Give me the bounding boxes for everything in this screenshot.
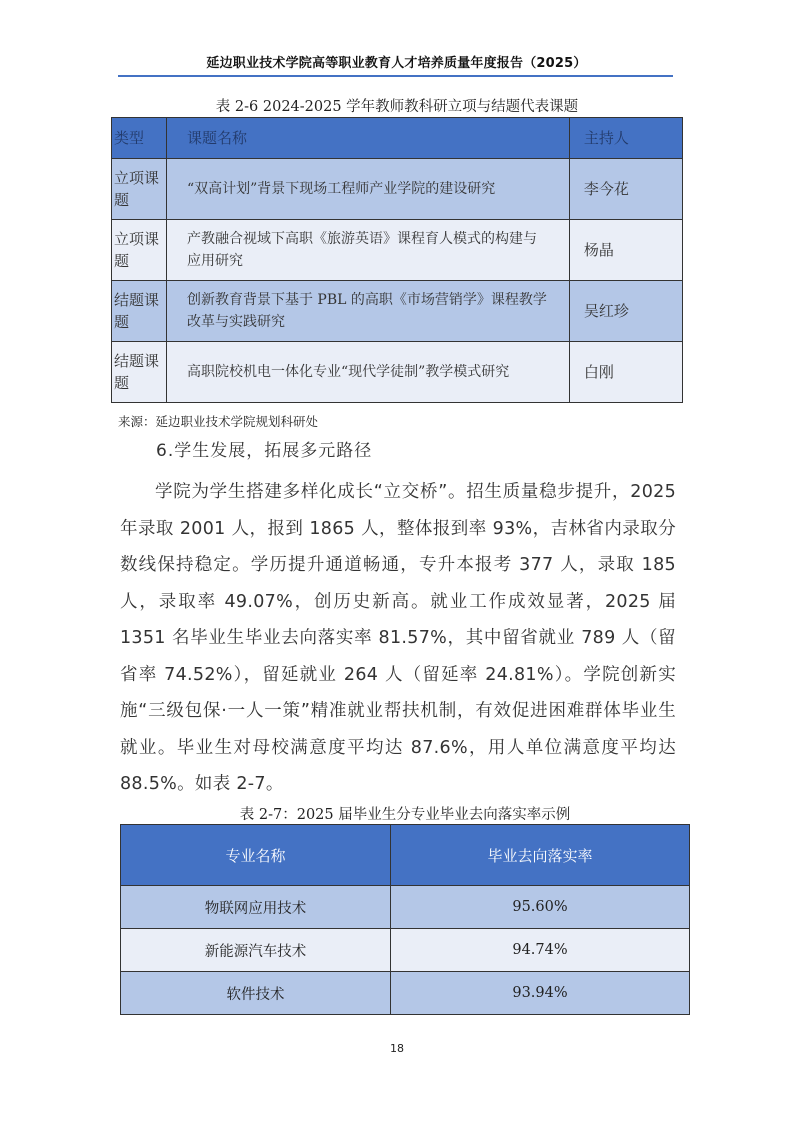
table-row (121, 972, 690, 1015)
table1-caption: 表 2-6 2024-2025 学年教师教科研立项与结题代表课题 (215, 99, 579, 115)
col-header-major: 专业名称 (121, 825, 391, 886)
cell-host: 李今花 (569, 159, 682, 220)
table-row (112, 281, 683, 342)
table-row (121, 929, 690, 972)
cell-type: 结题课题 (112, 342, 167, 403)
table2-header-row (121, 825, 690, 886)
body-paragraph: 学院为学生搭建多样化成长“立交桥”。招生质量稳步提升，2025年录取 2001 人，报到 1865 人，整体报到率 93%，吉林省内录取分数线保持稳定。学历提升通道畅通，专升本报考 377 人，录取 185 人，录取率 49.07%，创历史新高。就业工作成效显著，2025 届 1351 名毕业生毕业去向落实率 81.57%，其中留省就业 789 人（留省率 74.52%），留延就业 264 人（留延率 24.81%）。学院创新实施“三级包保·一人一策”精准就业帮扶机制，有效促进困难群体毕业生就业。毕业生对母校满意度平均达 87.6%，用人单位满意度平均达 88.5%。如表 2-7。 (120, 482, 676, 794)
cell-host: 吴红珍 (569, 281, 682, 342)
cell-rate: 94.74% (391, 929, 690, 972)
cell-major: 软件技术 (121, 972, 391, 1015)
col-header-host: 主持人 (569, 118, 682, 159)
table-row (112, 342, 683, 403)
cell-major: 新能源汽车技术 (121, 929, 391, 972)
cell-major: 物联网应用技术 (121, 886, 391, 929)
cell-type: 立项课题 (112, 159, 167, 220)
report-header-title: 延边职业技术学院高等职业教育人才培养质量年度报告（2025） (206, 56, 587, 71)
table-row (112, 220, 683, 281)
cell-host: 白刚 (569, 342, 682, 403)
cell-title: 创新教育背景下基于 PBL 的高职《市场营销学》课程教学改革与实践研究 (166, 281, 569, 342)
table-row (121, 886, 690, 929)
page-number: 18 (390, 1042, 404, 1055)
research-projects-table (111, 117, 683, 403)
header-rule (118, 75, 673, 77)
col-header-title: 课题名称 (166, 118, 569, 159)
cell-rate: 93.94% (391, 972, 690, 1015)
graduate-placement-table (120, 824, 690, 1015)
table-row (112, 159, 683, 220)
cell-type: 结题课题 (112, 281, 167, 342)
cell-host: 杨晶 (569, 220, 682, 281)
cell-title: “双高计划”背景下现场工程师产业学院的建设研究 (166, 159, 569, 220)
table2-caption: 表 2-7：2025 届毕业生分专业毕业去向落实率示例 (239, 807, 571, 823)
cell-title: 产教融合视域下高职《旅游英语》课程育人模式的构建与应用研究 (166, 220, 569, 281)
section-heading: 6.学生发展，拓展多元路径 (156, 441, 373, 461)
cell-type: 立项课题 (112, 220, 167, 281)
cell-rate: 95.60% (391, 886, 690, 929)
col-header-rate: 毕业去向落实率 (391, 825, 690, 886)
table1-source-note: 来源：延边职业技术学院规划科研处 (118, 414, 319, 429)
cell-title: 高职院校机电一体化专业“现代学徒制”教学模式研究 (166, 342, 569, 403)
col-header-type: 类型 (112, 118, 167, 159)
table1-header-row (112, 118, 683, 159)
